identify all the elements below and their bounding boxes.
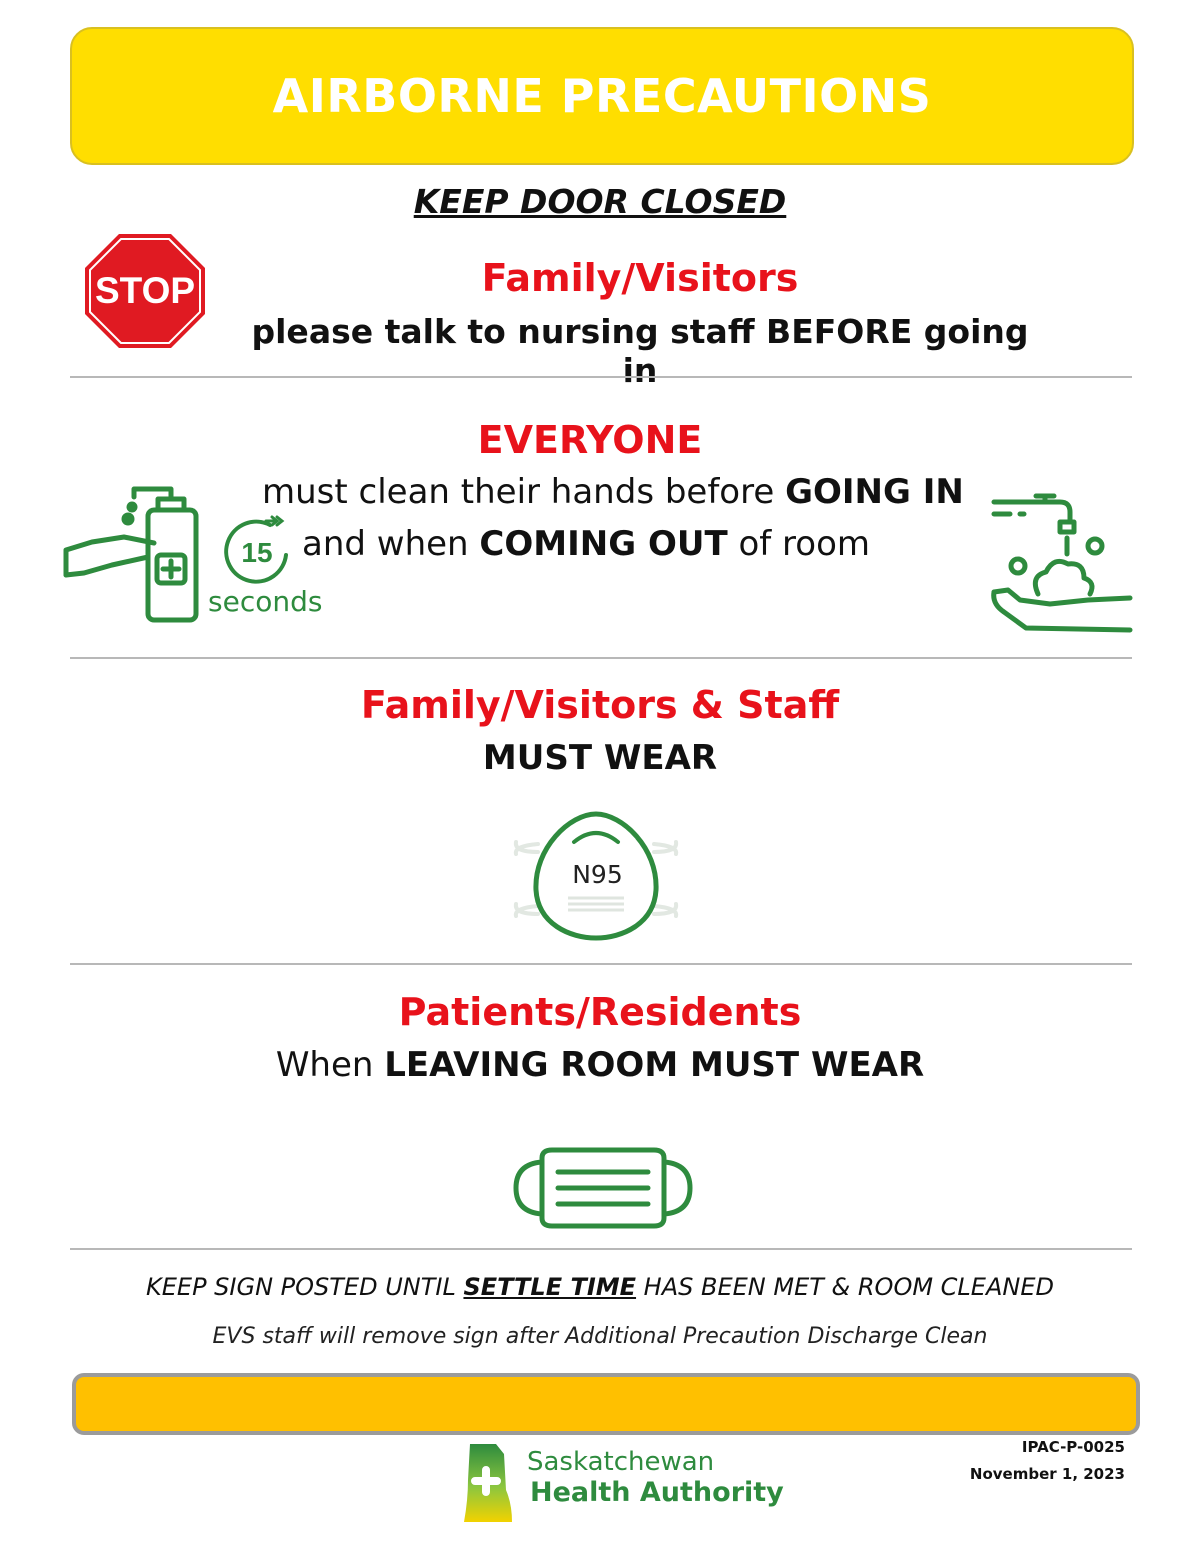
everyone-title: EVERYONE: [477, 418, 703, 462]
bottom-bar: [72, 1373, 1140, 1435]
evs-note: EVS staff will remove sign after Additional Precaution Discharge Clean: [212, 1324, 988, 1349]
n95-label: N95: [572, 860, 623, 889]
timer-icon: [222, 515, 294, 587]
timer-value: 15: [241, 537, 273, 568]
visitors-instruction: please talk to nursing staff BEFORE going in: [251, 312, 1029, 390]
ppe-title: Family/Visitors & Staff: [360, 683, 840, 727]
stop-sign-text: STOP: [94, 270, 196, 311]
visitors-title: Family/Visitors: [481, 256, 799, 300]
hand-sanitizer-icon: [62, 485, 207, 625]
keep-door-closed: KEEP DOOR CLOSED: [413, 182, 787, 221]
document-code: IPAC-P-0025: [1021, 1438, 1125, 1456]
hand-hygiene-line-2: and when COMING OUT of room: [302, 524, 870, 564]
title-banner: [70, 27, 1134, 165]
logo-line-1: Saskatchewan: [527, 1447, 715, 1477]
surgical-mask-icon: [512, 1144, 694, 1232]
divider: [70, 376, 1132, 378]
stop-sign-icon: [83, 232, 207, 350]
patients-instruction: When LEAVING ROOM MUST WEAR: [275, 1045, 925, 1085]
sha-logo-icon: [460, 1440, 522, 1524]
divider: [70, 1248, 1132, 1250]
hand-washing-icon: [990, 492, 1135, 637]
divider: [70, 657, 1132, 659]
patients-title: Patients/Residents: [398, 990, 802, 1034]
hand-hygiene-line-1: must clean their hands before GOING IN: [262, 472, 964, 512]
page-title: AIRBORNE PRECAUTIONS: [272, 69, 932, 123]
document-date: November 1, 2023: [969, 1465, 1125, 1483]
settle-time-note: KEEP SIGN POSTED UNTIL SETTLE TIME HAS BEEN MET & ROOM CLEANED: [146, 1273, 1054, 1301]
divider: [70, 963, 1132, 965]
timer-unit: seconds: [208, 585, 323, 618]
logo-line-2: Health Authority: [530, 1477, 784, 1508]
must-wear-label: MUST WEAR: [482, 738, 718, 778]
